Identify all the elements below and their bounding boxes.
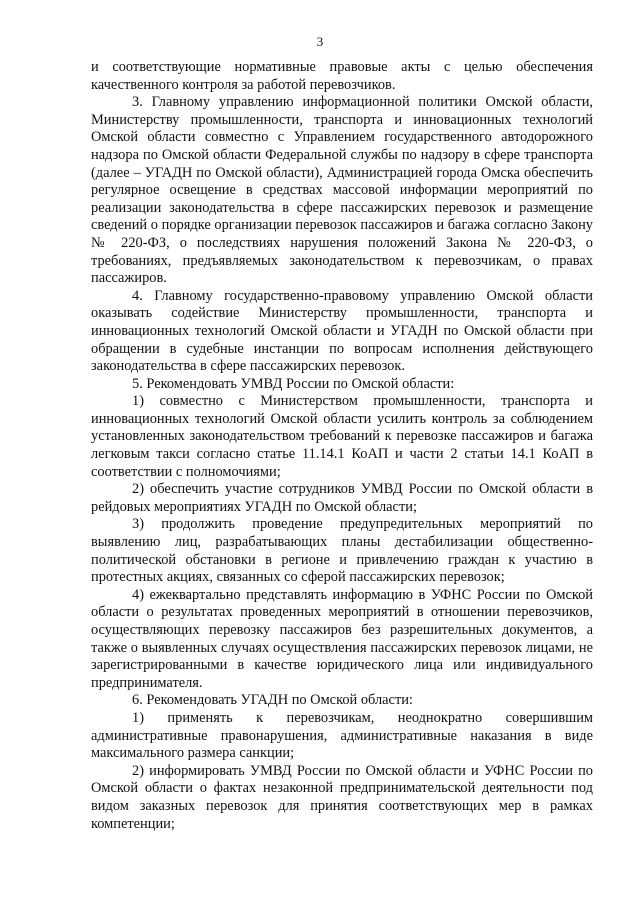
paragraph-item-6: 6. Рекомендовать УГАДН по Омской области: [132,692,413,709]
paragraph-item-5-2: 2) обеспечить участие сотрудников УМВД России по Омской области в рейдовых мероприятиях УГАДН по Омской области; [91,481,593,515]
paragraph-item-5-1: 1) совместно с Министерством промышленности, транспорта и инновационных технологий Омской области усилить контроль за соблюдением установленных законодательством требований к перевозке пассажиров и багажа легковым такси согласно статье 11.14.1 КоАП и части 2 статьи 14.1 КоАП в соответствии с полномочиями; [91,393,593,480]
paragraph-item-3: 3. Главному управлению информационной политики Омской области, Министерству промышленности, транспорта и инновационных технологий Омской области совместно с Управлением государственного автодорожного надзора по Омской области Федеральной службы по надзору в сфере транспорта (далее – УГАДН по Омской области), Администрацией города Омска обеспечить регулярное освещение в средствах массовой информации мероприятий по реализации законодательства в сфере пассажирских перевозок и размещение сведений о порядке организации перевозок пассажиров и багажа согласно Закону № 220-ФЗ, о последствиях нарушения положений Закона № 220-ФЗ, о требованиях, предъявляемых законодательством к перевозчикам, о правах пассажиров. [91,94,593,287]
document-body [91,59,593,833]
paragraph-item-5-3: 3) продолжить проведение предупредительных мероприятий по выявлению лиц, разрабатывающих планы дестабилизации общественно-политической обстановки в регионе и привлечению граждан к участию в протестных акциях, связанных со сферой пассажирских перевозок; [91,516,593,586]
paragraph-continuation: и соответствующие нормативные правовые акты с целью обеспечения качественного контроля за работой перевозчиков. [91,59,593,93]
page-number: 3 [316,34,324,49]
paragraph-item-6-2: 2) информировать УМВД России по Омской области и УФНС России по Омской области о фактах незаконной предпринимательской деятельности под видом заказных перевозок для принятия соответствующих мер в рамках компетенции; [91,762,593,832]
paragraph-item-5: 5. Рекомендовать УМВД России по Омской области: [132,375,455,392]
paragraph-item-5-4: 4) ежеквартально представлять информацию в УФНС России по Омской области о результатах проведенных мероприятий в отношении перевозчиков, осуществляющих перевозку пассажиров без разрешительных документов, а также о выявленных случаях осуществления пассажирских перевозок лицами, не зарегистрированными в качестве юридического лица или индивидуального предпринимателя. [91,586,593,691]
paragraph-item-6-1: 1) применять к перевозчикам, неоднократно совершившим административные правонарушения, административные наказания в виде максимального размера санкции; [91,709,593,762]
paragraph-item-4: 4. Главному государственно-правовому управлению Омской области оказывать содействие Министерству промышленности, транспорта и инновационных технологий Омской области и УГАДН по Омской области при обращении в судебные инстанции по вопросам исполнения действующего законодательства в сфере пассажирских перевозок. [91,287,593,375]
